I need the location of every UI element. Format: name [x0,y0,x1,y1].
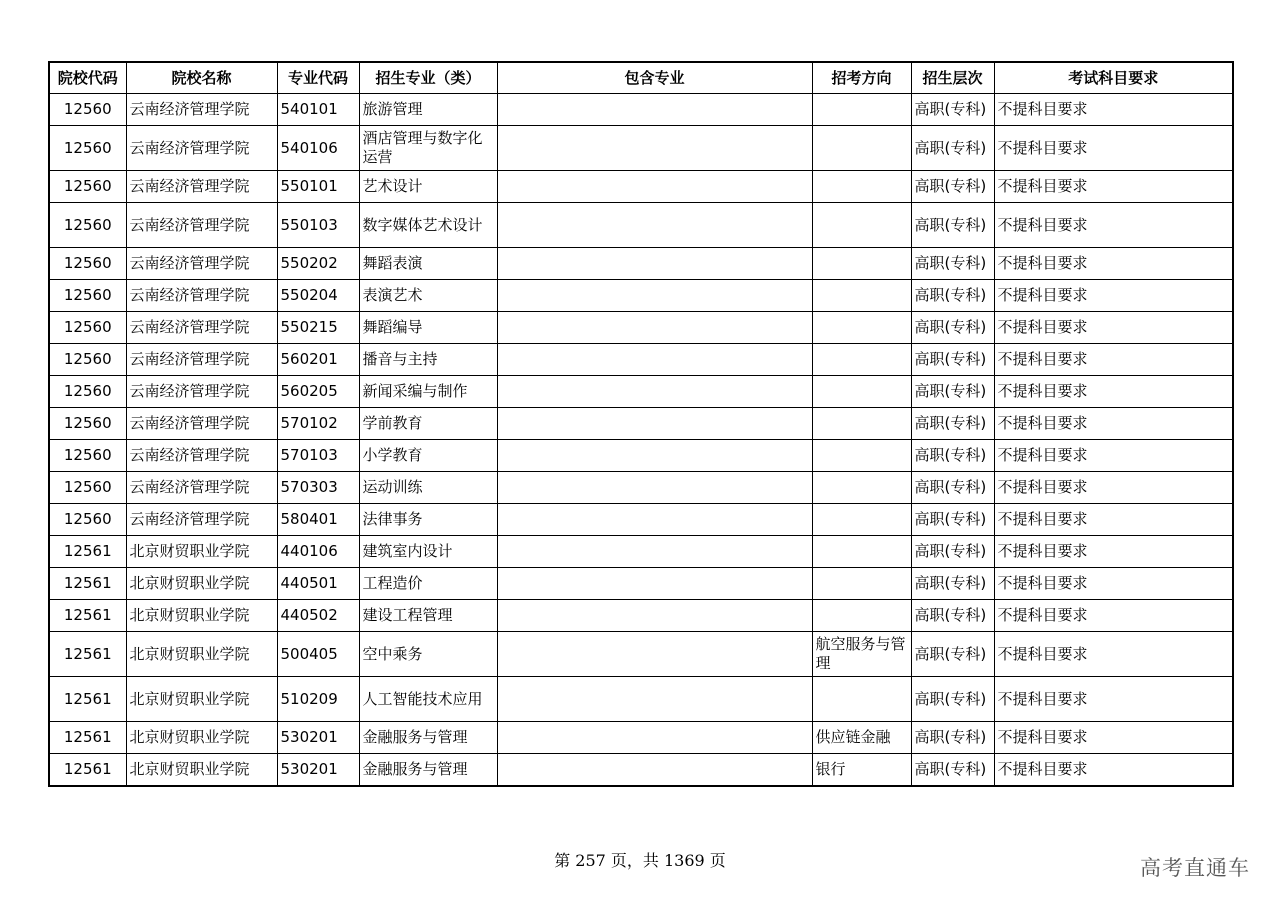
cell-included-majors [497,248,812,280]
cell-direction [812,536,911,568]
cell-school-code: 12561 [49,536,126,568]
cell-school-name: 云南经济管理学院 [126,344,277,376]
cell-school-name: 云南经济管理学院 [126,408,277,440]
cell-major: 学前教育 [359,408,497,440]
cell-level: 高职(专科) [911,722,994,754]
cell-school-name: 北京财贸职业学院 [126,677,277,722]
cell-major-code: 540101 [277,94,359,126]
cell-level: 高职(专科) [911,536,994,568]
header-level: 招生层次 [911,62,994,94]
cell-level: 高职(专科) [911,600,994,632]
cell-major-code: 510209 [277,677,359,722]
header-subject-requirement: 考试科目要求 [994,62,1233,94]
cell-subject-requirement: 不提科目要求 [994,312,1233,344]
cell-direction [812,312,911,344]
cell-subject-requirement: 不提科目要求 [994,472,1233,504]
table-row [49,280,1233,312]
table-row [49,472,1233,504]
cell-school-code: 12561 [49,568,126,600]
cell-subject-requirement: 不提科目要求 [994,203,1233,248]
table-row [49,536,1233,568]
cell-subject-requirement: 不提科目要求 [994,248,1233,280]
cell-major: 金融服务与管理 [359,722,497,754]
cell-major: 旅游管理 [359,94,497,126]
cell-included-majors [497,126,812,171]
cell-major-code: 560201 [277,344,359,376]
cell-direction [812,600,911,632]
table-row [49,600,1233,632]
cell-level: 高职(专科) [911,472,994,504]
cell-school-code: 12561 [49,754,126,787]
cell-major: 舞蹈表演 [359,248,497,280]
cell-direction [812,472,911,504]
cell-school-code: 12560 [49,472,126,504]
cell-level: 高职(专科) [911,408,994,440]
cell-included-majors [497,754,812,787]
cell-major: 小学教育 [359,440,497,472]
cell-school-name: 北京财贸职业学院 [126,600,277,632]
cell-major-code: 530201 [277,754,359,787]
cell-school-name: 云南经济管理学院 [126,94,277,126]
cell-major-code: 440106 [277,536,359,568]
cell-major: 运动训练 [359,472,497,504]
cell-school-name: 云南经济管理学院 [126,248,277,280]
cell-major-code: 570303 [277,472,359,504]
cell-direction: 银行 [812,754,911,787]
cell-subject-requirement: 不提科目要求 [994,568,1233,600]
cell-major-code: 550204 [277,280,359,312]
cell-school-name: 云南经济管理学院 [126,280,277,312]
cell-school-code: 12561 [49,722,126,754]
table-row [49,344,1233,376]
table-row [49,408,1233,440]
watermark: 高考直通车 [1140,856,1250,880]
cell-school-code: 12560 [49,203,126,248]
cell-included-majors [497,440,812,472]
cell-included-majors [497,171,812,203]
cell-included-majors [497,344,812,376]
cell-major-code: 550215 [277,312,359,344]
table-row [49,248,1233,280]
cell-level: 高职(专科) [911,203,994,248]
cell-major: 金融服务与管理 [359,754,497,787]
cell-major-code: 560205 [277,376,359,408]
cell-school-code: 12560 [49,376,126,408]
admissions-table [48,61,1234,787]
table-row [49,440,1233,472]
cell-school-name: 云南经济管理学院 [126,203,277,248]
cell-major: 艺术设计 [359,171,497,203]
cell-school-name: 云南经济管理学院 [126,376,277,408]
cell-subject-requirement: 不提科目要求 [994,722,1233,754]
cell-direction [812,126,911,171]
cell-school-code: 12560 [49,408,126,440]
cell-level: 高职(专科) [911,171,994,203]
cell-included-majors [497,600,812,632]
cell-included-majors [497,632,812,677]
cell-school-code: 12560 [49,126,126,171]
cell-subject-requirement: 不提科目要求 [994,94,1233,126]
cell-included-majors [497,376,812,408]
cell-major: 新闻采编与制作 [359,376,497,408]
cell-level: 高职(专科) [911,677,994,722]
cell-school-code: 12560 [49,171,126,203]
cell-school-code: 12560 [49,344,126,376]
cell-subject-requirement: 不提科目要求 [994,504,1233,536]
table-row [49,376,1233,408]
cell-direction [812,677,911,722]
table-row [49,203,1233,248]
table-body [49,94,1233,787]
cell-major-code: 570103 [277,440,359,472]
cell-major: 表演艺术 [359,280,497,312]
cell-major: 数字媒体艺术设计 [359,203,497,248]
cell-school-code: 12560 [49,94,126,126]
table-row [49,312,1233,344]
cell-included-majors [497,94,812,126]
header-major-code: 专业代码 [277,62,359,94]
cell-subject-requirement: 不提科目要求 [994,632,1233,677]
cell-subject-requirement: 不提科目要求 [994,536,1233,568]
cell-major-code: 530201 [277,722,359,754]
cell-major-code: 550202 [277,248,359,280]
cell-level: 高职(专科) [911,754,994,787]
cell-included-majors [497,504,812,536]
cell-major-code: 550103 [277,203,359,248]
table-row [49,632,1233,677]
table-row [49,754,1233,787]
cell-subject-requirement: 不提科目要求 [994,280,1233,312]
cell-school-name: 云南经济管理学院 [126,171,277,203]
cell-subject-requirement: 不提科目要求 [994,754,1233,787]
cell-major-code: 440501 [277,568,359,600]
cell-school-name: 云南经济管理学院 [126,440,277,472]
cell-major: 舞蹈编导 [359,312,497,344]
cell-direction [812,248,911,280]
cell-subject-requirement: 不提科目要求 [994,600,1233,632]
cell-major-code: 500405 [277,632,359,677]
cell-included-majors [497,568,812,600]
cell-school-code: 12561 [49,677,126,722]
cell-direction [812,504,911,536]
cell-direction [812,171,911,203]
table-row [49,171,1233,203]
cell-level: 高职(专科) [911,280,994,312]
cell-major-code: 580401 [277,504,359,536]
cell-school-name: 北京财贸职业学院 [126,632,277,677]
cell-major: 工程造价 [359,568,497,600]
cell-direction [812,344,911,376]
cell-included-majors [497,472,812,504]
cell-direction [812,376,911,408]
cell-level: 高职(专科) [911,568,994,600]
cell-level: 高职(专科) [911,126,994,171]
cell-major: 空中乘务 [359,632,497,677]
header-direction: 招考方向 [812,62,911,94]
cell-school-name: 北京财贸职业学院 [126,536,277,568]
cell-major: 人工智能技术应用 [359,677,497,722]
cell-direction [812,408,911,440]
cell-included-majors [497,408,812,440]
cell-direction [812,440,911,472]
cell-direction: 航空服务与管理 [812,632,911,677]
cell-school-code: 12561 [49,632,126,677]
table-row [49,126,1233,171]
cell-included-majors [497,280,812,312]
cell-direction: 供应链金融 [812,722,911,754]
cell-direction [812,280,911,312]
cell-direction [812,203,911,248]
cell-major-code: 540106 [277,126,359,171]
cell-school-code: 12560 [49,312,126,344]
cell-major: 建筑室内设计 [359,536,497,568]
header-school-code: 院校代码 [49,62,126,94]
cell-subject-requirement: 不提科目要求 [994,126,1233,171]
cell-included-majors [497,203,812,248]
cell-level: 高职(专科) [911,376,994,408]
table-row [49,568,1233,600]
cell-level: 高职(专科) [911,440,994,472]
cell-included-majors [497,312,812,344]
page-number: 第 257 页，共 1369 页 [554,851,726,870]
cell-major: 法律事务 [359,504,497,536]
cell-school-name: 云南经济管理学院 [126,126,277,171]
table-header-row [49,62,1233,94]
cell-subject-requirement: 不提科目要求 [994,440,1233,472]
cell-school-name: 云南经济管理学院 [126,312,277,344]
cell-school-code: 12560 [49,248,126,280]
cell-included-majors [497,722,812,754]
cell-subject-requirement: 不提科目要求 [994,171,1233,203]
cell-school-code: 12560 [49,440,126,472]
cell-school-code: 12560 [49,504,126,536]
cell-major-code: 440502 [277,600,359,632]
cell-subject-requirement: 不提科目要求 [994,376,1233,408]
cell-subject-requirement: 不提科目要求 [994,677,1233,722]
header-included-majors: 包含专业 [497,62,812,94]
cell-level: 高职(专科) [911,248,994,280]
cell-major: 酒店管理与数字化运营 [359,126,497,171]
cell-school-name: 北京财贸职业学院 [126,568,277,600]
cell-school-name: 云南经济管理学院 [126,504,277,536]
cell-major-code: 570102 [277,408,359,440]
cell-subject-requirement: 不提科目要求 [994,344,1233,376]
cell-school-code: 12560 [49,280,126,312]
cell-level: 高职(专科) [911,632,994,677]
table-row [49,504,1233,536]
cell-school-name: 北京财贸职业学院 [126,754,277,787]
cell-subject-requirement: 不提科目要求 [994,408,1233,440]
cell-school-name: 云南经济管理学院 [126,472,277,504]
cell-direction [812,568,911,600]
cell-included-majors [497,536,812,568]
table-row [49,677,1233,722]
table-row [49,722,1233,754]
cell-direction [812,94,911,126]
cell-included-majors [497,677,812,722]
cell-major: 建设工程管理 [359,600,497,632]
cell-level: 高职(专科) [911,344,994,376]
cell-major-code: 550101 [277,171,359,203]
cell-level: 高职(专科) [911,94,994,126]
cell-major: 播音与主持 [359,344,497,376]
cell-level: 高职(专科) [911,504,994,536]
header-school-name: 院校名称 [126,62,277,94]
table-row [49,94,1233,126]
cell-school-name: 北京财贸职业学院 [126,722,277,754]
header-major: 招生专业（类） [359,62,497,94]
cell-school-code: 12561 [49,600,126,632]
cell-level: 高职(专科) [911,312,994,344]
